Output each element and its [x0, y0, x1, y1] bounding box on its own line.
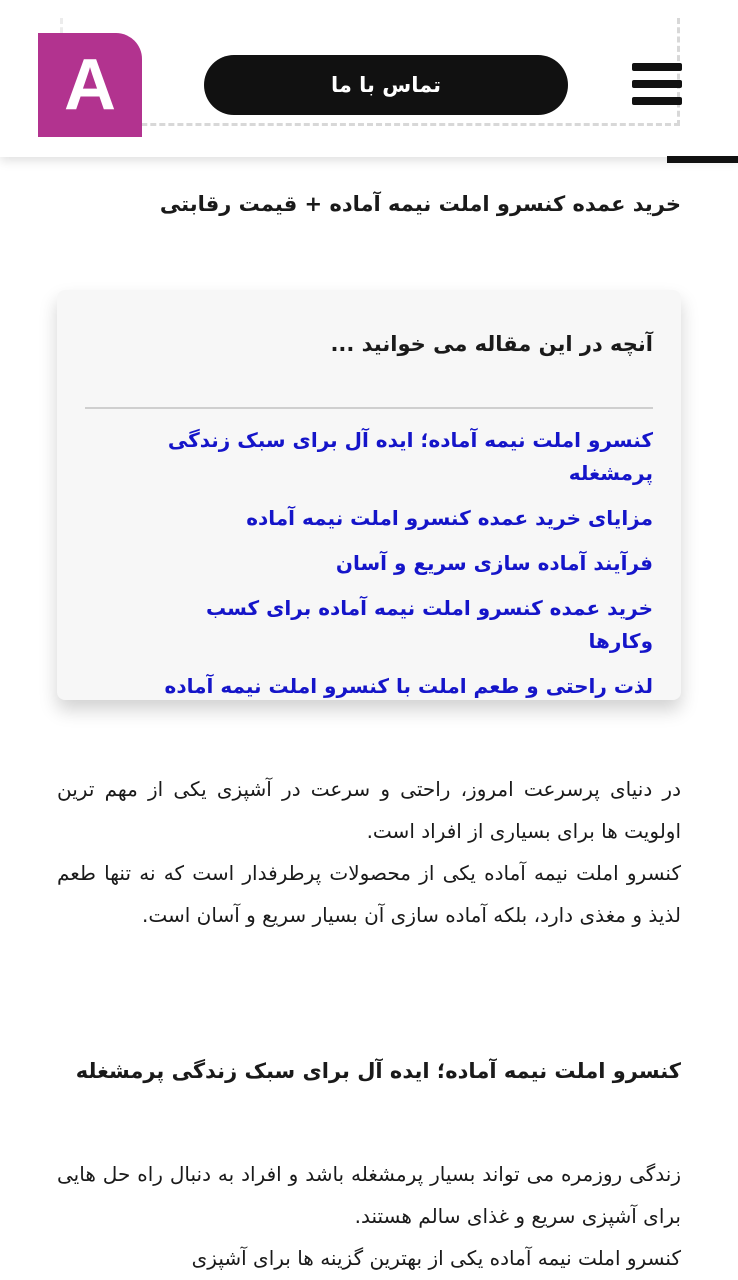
toc-link[interactable]: لذت راحتی و طعم املت با کنسرو املت نیمه آماده [164, 674, 653, 698]
header-accent-bar [667, 156, 738, 163]
article-intro [57, 768, 681, 936]
toc-item [163, 547, 653, 580]
toc-list [163, 424, 653, 715]
toc-link[interactable]: خرید عمده کنسرو املت نیمه آماده برای کسب وکارها [205, 596, 653, 653]
toc-item [163, 670, 653, 703]
toc-item [163, 592, 653, 658]
toc-link[interactable]: کنسرو املت نیمه آماده؛ ایده آل برای سبک زندگی پرمشغله [167, 428, 653, 485]
page-title: خرید عمده کنسرو املت نیمه آماده + قیمت رقابتی [159, 192, 681, 216]
intro-paragraph-1: در دنیای پرسرعت امروز، راحتی و سرعت در آشپزی یکی از مهم ترین اولویت ها برای بسیاری از افراد است. [57, 777, 681, 843]
toc-item [163, 424, 653, 490]
toc-link[interactable]: فرآیند آماده سازی سریع و آسان [335, 551, 653, 575]
contact-us-button[interactable]: تماس با ما [204, 55, 568, 115]
section-paragraph-2: کنسرو املت نیمه آماده یکی از بهترین گزینه ها برای آشپزی [191, 1246, 681, 1270]
hamburger-menu-icon[interactable] [632, 63, 682, 105]
logo-letter: A [64, 45, 116, 125]
toc-divider [85, 407, 653, 409]
toc-item [163, 502, 653, 535]
section-paragraph-1: زندگی روزمره می تواند بسیار پرمشغله باشد و افراد به دنبال راه حل هایی برای آشپزی سریع و غذای سالم هستند. [57, 1162, 681, 1228]
toc-link[interactable]: مزایای خرید عمده کنسرو املت نیمه آماده [246, 506, 653, 530]
intro-paragraph-2: کنسرو املت نیمه آماده یکی از محصولات پرطرفدار است که نه تنها طعم لذیذ و مغذی دارد، بلکه آماده سازی آن بسیار سریع و آسان است. [57, 861, 681, 927]
section-body [57, 1153, 681, 1279]
site-logo[interactable] [38, 33, 142, 137]
toc-title: آنچه در این مقاله می خوانید ... [330, 332, 653, 356]
table-of-contents [57, 290, 681, 700]
section-heading: کنسرو املت نیمه آماده؛ ایده آل برای سبک زندگی پرمشغله [75, 1059, 681, 1083]
site-header [0, 0, 738, 157]
